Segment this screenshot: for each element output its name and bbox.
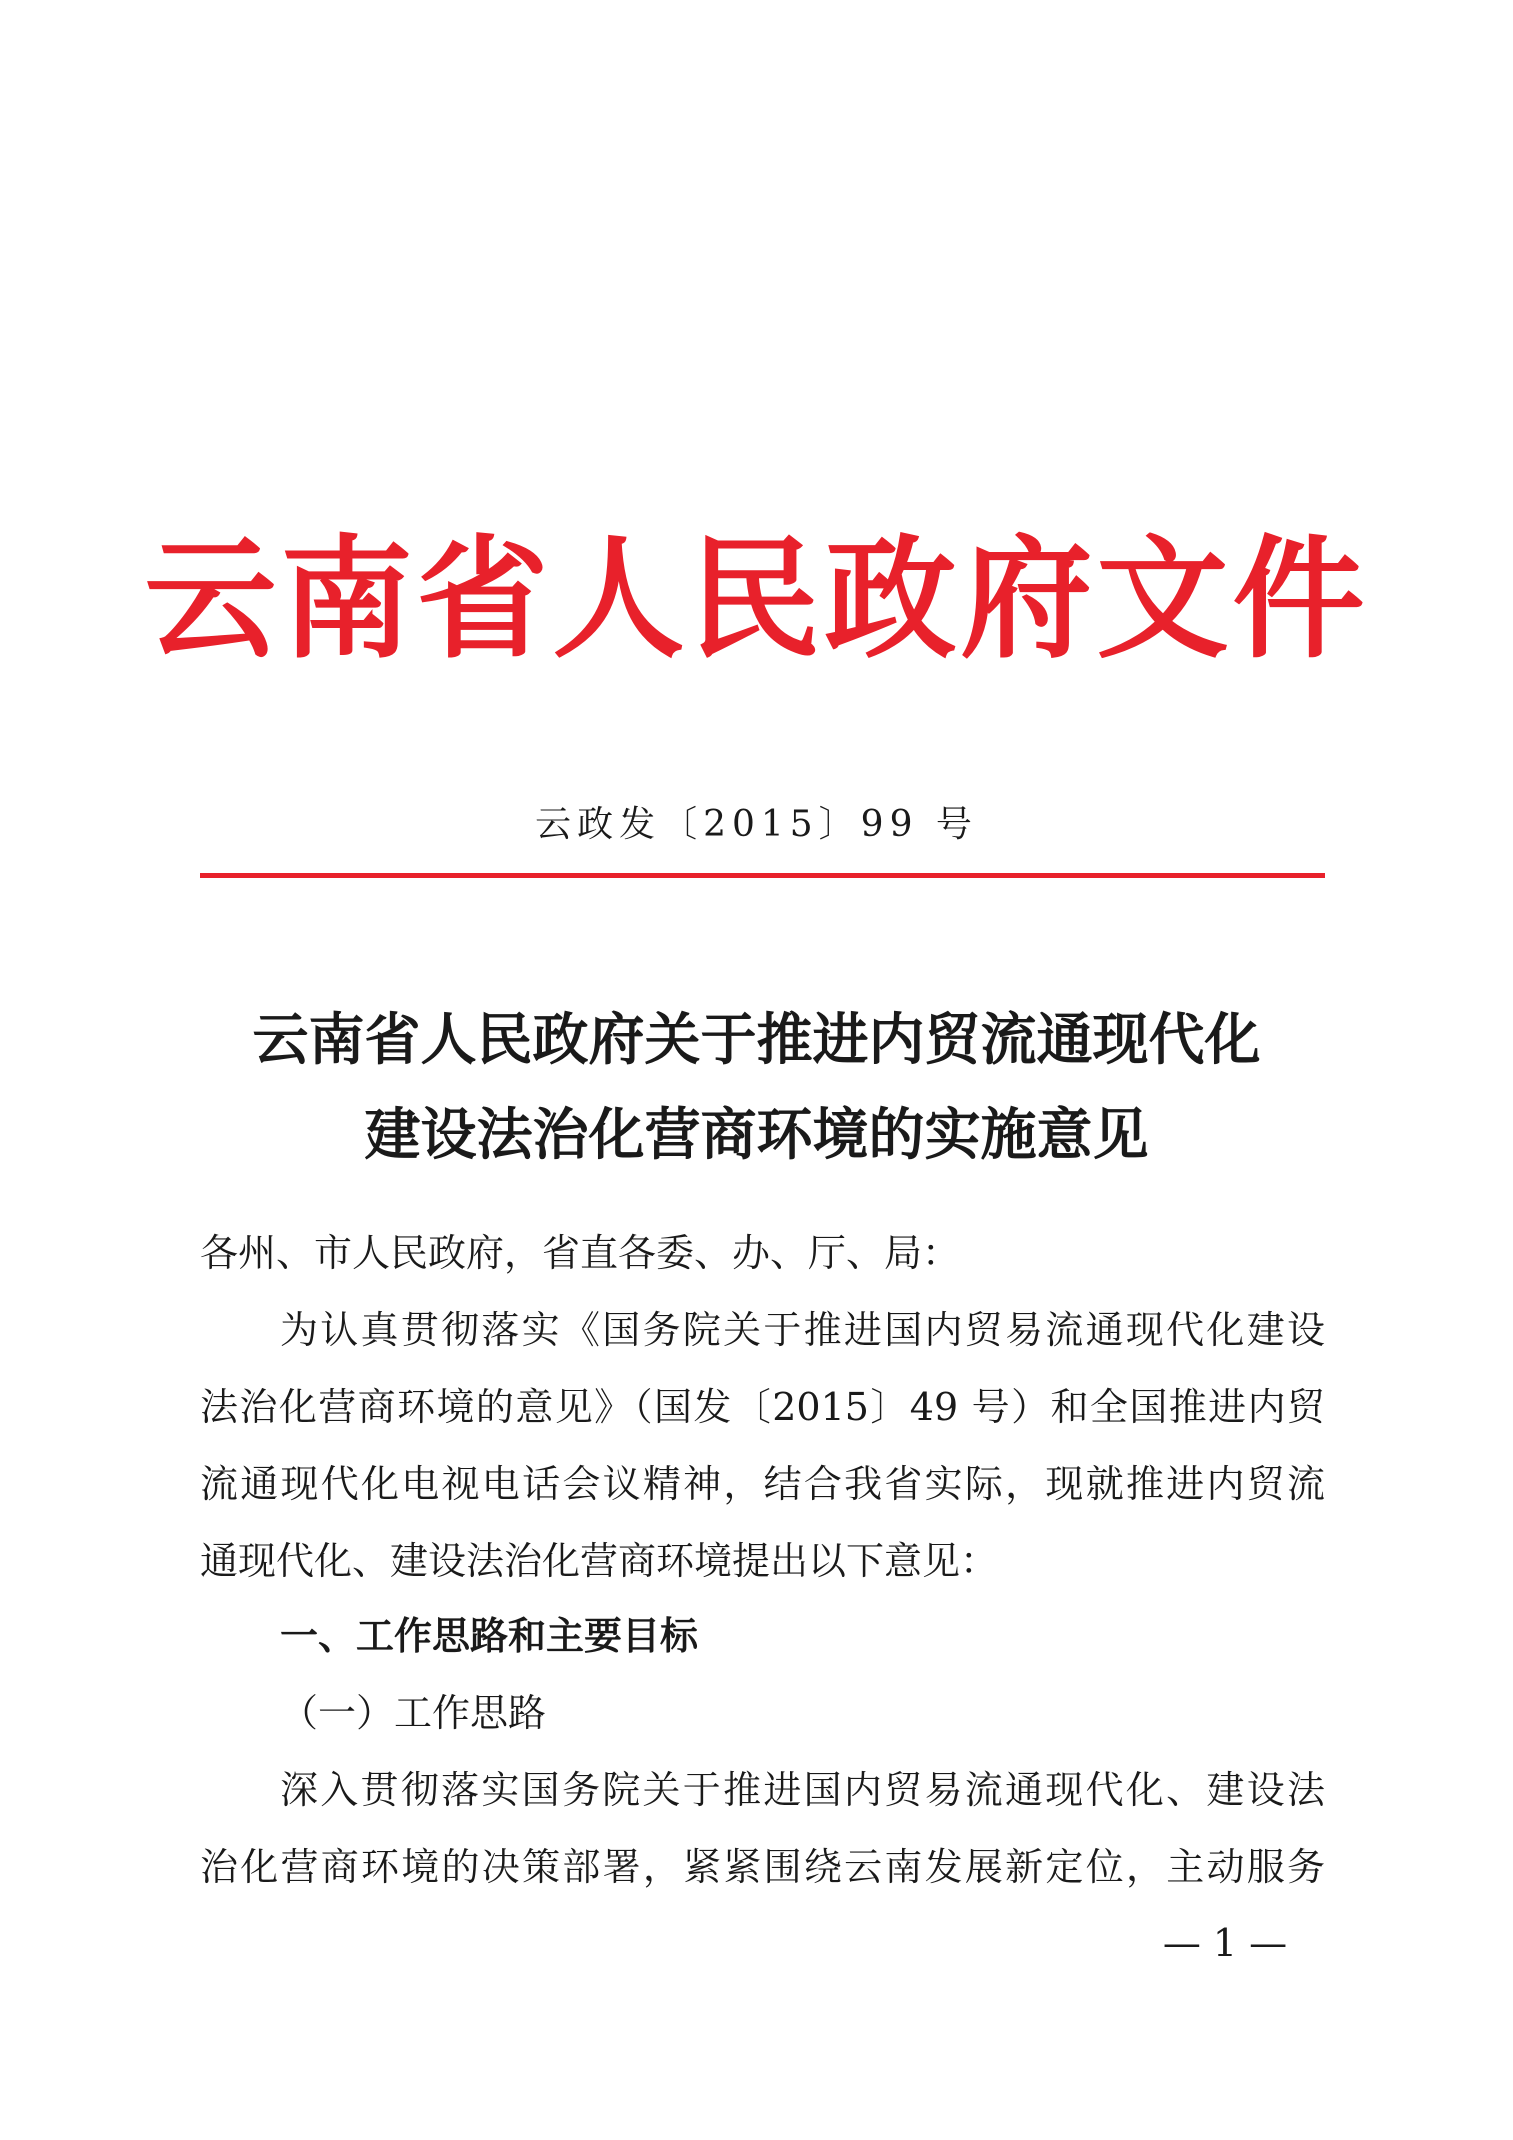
- red-divider-line: [200, 873, 1325, 878]
- section-heading: 一、工作思路和主要目标: [280, 1614, 699, 1658]
- document-title-line-2: 建设法治化营商环境的实施意见: [364, 1102, 1149, 1168]
- document-number: 云政发〔2015〕99 号: [535, 804, 978, 845]
- document-header-title: 云南省人民政府文件: [144, 522, 1369, 677]
- paragraph-line: 治化营商环境的决策部署，紧紧围绕云南发展新定位，主动服务: [200, 1845, 1325, 1889]
- paragraph-line: 深入贯彻落实国务院关于推进国内贸易流通现代化、建设法: [280, 1768, 1325, 1812]
- paragraph-line: 通现代化、建设法治化营商环境提出以下意见：: [200, 1539, 999, 1583]
- salutation: 各州、市人民政府，省直各委、办、厅、局：: [200, 1231, 961, 1275]
- document-title-line-1: 云南省人民政府关于推进内贸流通现代化: [252, 1007, 1261, 1073]
- paragraph-line: 为认真贯彻落实《国务院关于推进国内贸易流通现代化建设: [280, 1308, 1325, 1352]
- page-number: — 1 —: [1162, 1921, 1288, 1965]
- paragraph-line: 流通现代化电视电话会议精神，结合我省实际，现就推进内贸流: [200, 1462, 1325, 1506]
- paragraph-line: 法治化营商环境的意见》（国发〔2015〕49 号）和全国推进内贸: [200, 1385, 1325, 1429]
- subsection-heading: （一）工作思路: [280, 1691, 547, 1735]
